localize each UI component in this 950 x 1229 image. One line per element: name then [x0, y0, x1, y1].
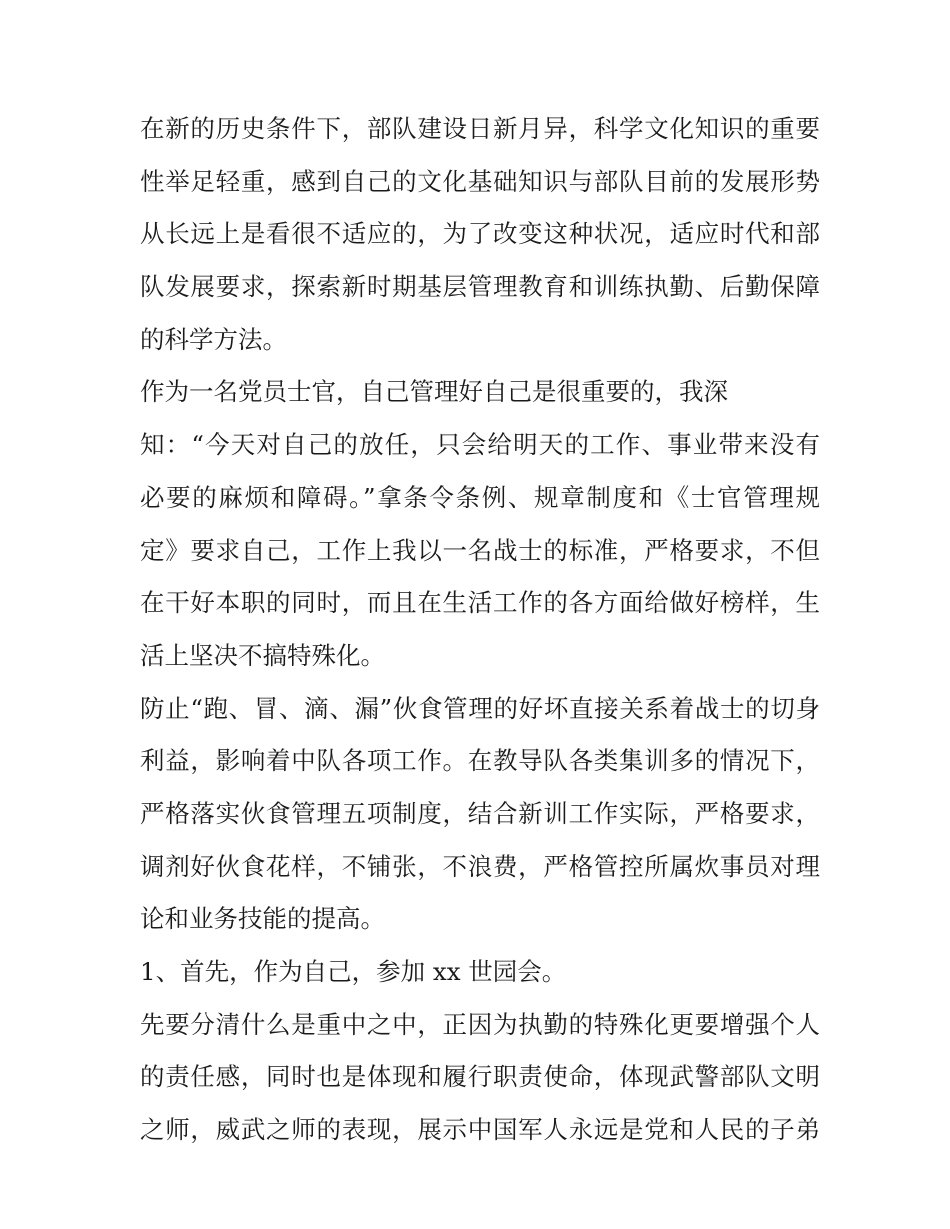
- text-line: 的科学方法。: [140, 324, 287, 354]
- text-line: 防止“跑、冒、滴、漏”伙食管理的好坏直接关系着战士的切身: [140, 693, 820, 723]
- text-line: 必要的麻烦和障碍。”拿条令条例、规章制度和《士官管理规: [140, 482, 820, 512]
- text-line: 知：“今天对自己的放任，只会给明天的工作、事业带来没有: [140, 430, 820, 460]
- text-line: 利益，影响着中队各项工作。在教导队各类集训多的情况下，: [140, 746, 820, 776]
- text-line: 性举足轻重，感到自己的文化基础知识与部队目前的发展形势: [140, 166, 820, 196]
- text-line: 严格落实伙食管理五项制度，结合新训工作实际，严格要求，: [140, 798, 820, 828]
- text-line: 队发展要求，探索新时期基层管理教育和训练执勤、后勤保障: [140, 272, 820, 302]
- text-line: 之师，威武之师的表现，展示中国军人永远是党和人民的子弟: [140, 1115, 820, 1145]
- text-line: 1、首先，作为自己，参加 xx 世园会。: [140, 957, 567, 986]
- text-line: 定》要求自己，工作上我以一名战士的标准，严格要求，不但: [140, 535, 820, 565]
- text-line: 活上坚决不搞特殊化。: [140, 640, 385, 670]
- text-line: 在干好本职的同时，而且在生活工作的各方面给做好榜样，生: [140, 588, 820, 618]
- text-line: 论和业务技能的提高。: [140, 904, 385, 934]
- text-line: 在新的历史条件下，部队建设日新月异，科学文化知识的重要: [140, 114, 820, 143]
- text-line: 调剂好伙食花样，不铺张，不浪费，严格管控所属炊事员对理: [140, 851, 820, 881]
- document-body: [140, 103, 820, 1157]
- text-line: 从长远上是看很不适应的，为了改变这种状况，适应时代和部: [140, 219, 820, 249]
- text-line: 的责任感，同时也是体现和履行职责使命，体现武警部队文明: [140, 1062, 820, 1092]
- text-line: 先要分清什么是重中之中，正因为执勤的特殊化更要增强个人: [140, 1009, 820, 1039]
- text-line: 作为一名党员士官，自己管理好自己是很重要的，我深: [140, 377, 728, 407]
